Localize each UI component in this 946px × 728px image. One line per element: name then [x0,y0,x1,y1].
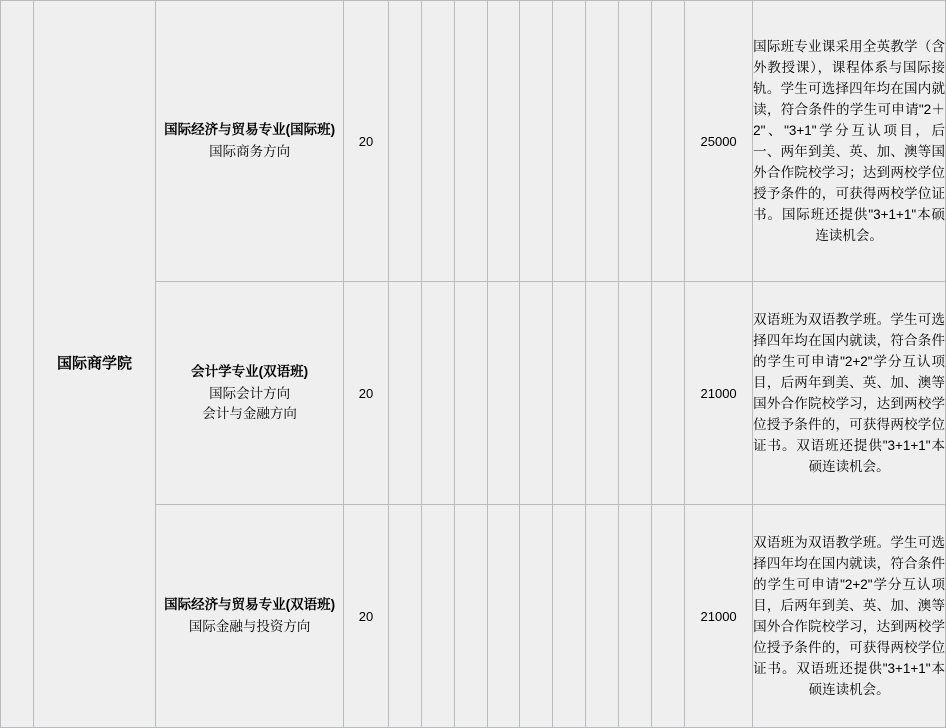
subject-cell [652,282,685,505]
subject-cell [454,282,487,505]
notes-cell: 双语班为双语教学班。学生可选择四年均在国内就读，符合条件的学生可申请"2+2"学分互认项目，后两年到美、英、加、澳等国外合作院校学习，达到两校学位授予条件的，可获得两校学位证书。双语班还提供"3+1+1"本硕连读机会。 [753,505,946,728]
table-row [1,1,946,282]
subject-cell [586,282,619,505]
subject-cell [388,505,421,728]
subject-cell [487,1,520,282]
subject-cell [553,505,586,728]
subject-cell [421,505,454,728]
subject-cell [619,282,652,505]
left-gutter-cell [1,1,34,728]
subject-cell [520,1,553,282]
plan-count-cell: 20 [344,282,389,505]
subject-cell [487,282,520,505]
subject-cell [421,282,454,505]
major-name: 会计学专业(双语班) [191,364,309,379]
subject-cell [487,505,520,728]
plan-count-cell: 20 [344,505,389,728]
subject-cell [520,505,553,728]
major-direction: 国际会计方向 [209,386,291,401]
notes-cell: 双语班为双语教学班。学生可选择四年均在国内就读，符合条件的学生可申请"2+2"学分互认项目，后两年到美、英、加、澳等国外合作院校学习，达到两校学位授予条件的，可获得两校学位证书。双语班还提供"3+1+1"本硕连读机会。 [753,282,946,505]
subject-cell [553,1,586,282]
major-cell [156,505,344,728]
subject-cell [520,282,553,505]
tuition-fee-cell: 21000 [685,505,753,728]
notes-cell: 国际班专业课采用全英教学（含外教授课），课程体系与国际接轨。学生可选择四年均在国内就读，符合条件的学生可申请"2＋2"、"3+1"学分互认项目，后一、两年到美、英、加、澳等国外合作院校学习；达到两校学位授予条件的，可获得两校学位证书。国际班还提供"3+1+1"本硕连读机会。 [753,1,946,282]
college-name-cell: 国际商学院 [33,1,155,728]
major-cell [156,282,344,505]
subject-cell [388,282,421,505]
subject-cell [454,505,487,728]
major-name: 国际经济与贸易专业(国际班) [164,122,336,137]
subject-cell [619,505,652,728]
subject-cell [388,1,421,282]
major-cell [156,1,344,282]
subject-cell [586,1,619,282]
major-direction: 会计与金融方向 [202,406,297,421]
tuition-fee-cell: 25000 [685,1,753,282]
subject-cell [652,1,685,282]
major-name: 国际经济与贸易专业(双语班) [164,597,336,612]
major-direction: 国际金融与投资方向 [188,619,311,634]
subject-cell [619,1,652,282]
subject-cell [586,505,619,728]
subject-cell [553,282,586,505]
subject-cell [454,1,487,282]
plan-count-cell: 20 [344,1,389,282]
tuition-fee-cell: 21000 [685,282,753,505]
subject-cell [421,1,454,282]
major-direction: 国际商务方向 [209,144,291,159]
subject-cell [652,505,685,728]
